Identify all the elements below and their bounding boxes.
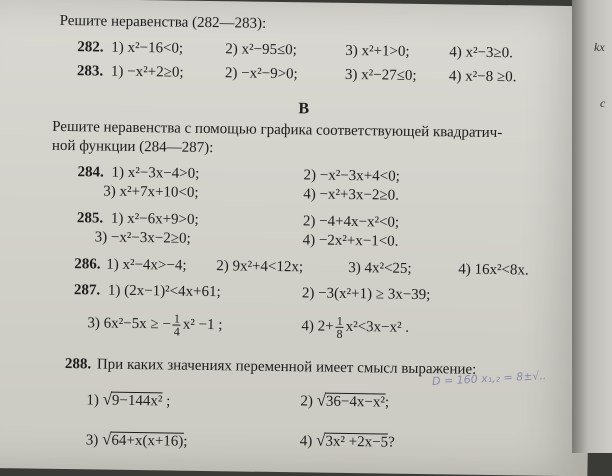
adjacent-page-fragment: c [600,96,606,110]
problem-288-item-2: 2) √36−4x−x²; [300,390,390,411]
problem-284-item-1: 1) x²−3x−4>0; [111,164,200,182]
problem-285-number: 285. [76,210,104,227]
problem-282-item-4: 4) x²−3≥0. [449,44,514,62]
problem-286-item-1: 1) x²−4x>−4; [106,256,187,274]
fraction-one-eighth: $\frac{1}{8}$ [336,313,343,341]
sqrt-sign: √ [102,389,113,409]
sqrt-sign: √ [101,429,112,449]
problem-283-item-2: 2) −x²−9>0; [224,65,298,83]
problem-288-item-1: 1) √9−144x² ; [86,389,171,410]
problem-286-item-2: 2) 9x²+4<12x; [216,258,304,276]
fraction-one-quarter: $\frac{1}{4}$ [173,311,181,339]
problem-284-item-2: 2) −x²−3x+4<0; [303,167,400,185]
problem-282-number: 282. [77,39,104,56]
problem-285-item-4: 4) −2x²+x−1<0. [302,232,399,250]
problem-284-item-4: 4) −x²+3x−2≥0. [303,186,400,204]
problem-288-number: 288. [64,356,92,373]
problem-285-item-3: 3) −x²−3x−2≥0; [94,229,191,247]
section-letter: B [298,100,310,118]
problem-287-item-3: 3) 6x²−5x ≥ − $\frac{1}{4}$ x² −1 ; [87,311,223,339]
problem-283-number: 283. [76,63,104,80]
problem-286-item-3: 3) 4x²<25; [348,259,412,277]
problem-286-number: 286. [74,256,101,273]
adjacent-page-fragment: kx [594,40,605,54]
problem-288-item-3: 3) √64+x(x+16); [85,429,188,450]
problem-285-item-2: 2) −4+4x−x²<0; [302,213,400,231]
heading-284-287-line-2: ной функции (284—287): [51,137,214,157]
problem-282-item-1: 1) x²−16<0; [111,39,184,57]
problem-287-number: 287. [73,282,101,299]
problem-282-item-3: 3) x²+1>0; [345,42,410,60]
problem-282-item-2: 2) x²−95≤0; [225,41,298,59]
handwritten-note: D = 160 x₁,₂ = 8±√.. [431,369,547,388]
problem-283-item-3: 3) x²−27≤0; [344,66,417,84]
problem-288-title: При каких значениях переменной имеет смысл выражение: [96,356,477,378]
heading-284-287-line-1: Решите неравенства с помощью графика соответствующей квадратич- [52,118,503,142]
heading-282-283: Решите неравенства (282—283): [59,12,267,32]
sqrt-sign: √ [316,390,327,410]
problem-284-item-3: 3) x²+7x+10<0; [103,183,199,201]
problem-283-item-4: 4) x²−8 ≥0. [448,68,517,86]
adjacent-page-edge [572,0,612,453]
problem-285-item-1: 1) x²−6x+9>0; [110,210,199,228]
problem-287-item-2: 2) −3(x²+1) ≥ 3x−39; [301,285,431,304]
problem-286-item-4: 4) 16x²<8x. [458,261,529,279]
problem-284-number: 284. [77,164,104,181]
problem-283-item-1: 1) −x²+2≥0; [110,63,184,81]
problem-288-item-4: 4) √3x² +2x−5? [299,430,395,451]
problem-287-item-1: 1) (2x−1)²<4x+61; [107,282,221,301]
problem-287-item-4: 4) 2+ $\frac{1}{8}$ x²<3x−x² . [301,313,410,341]
sqrt-sign: √ [315,430,326,450]
